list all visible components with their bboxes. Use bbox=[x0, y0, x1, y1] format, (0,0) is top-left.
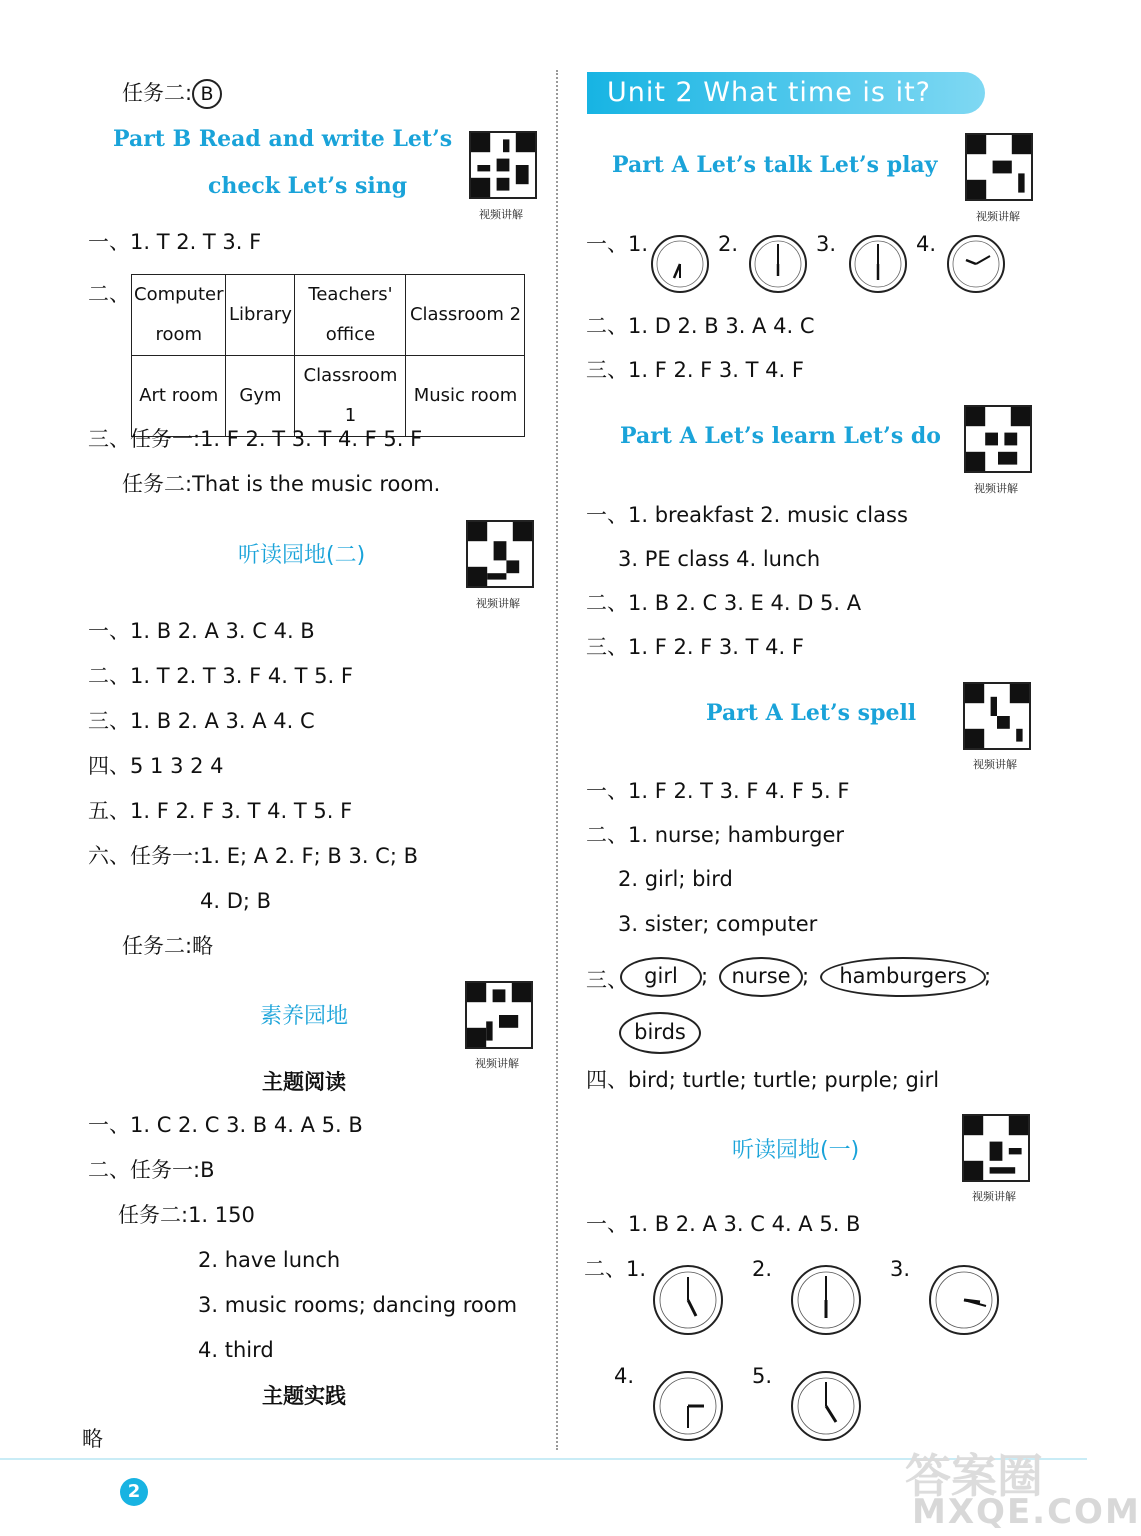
watermark-url: MXQE.COM bbox=[912, 1492, 1141, 1532]
answer-label: 5. bbox=[752, 1364, 773, 1388]
qr-label: 视频讲解 bbox=[976, 210, 1020, 223]
subheading: 主题阅读 bbox=[262, 1070, 346, 1094]
answer-line: 一、1. T 2. T 3. F bbox=[88, 230, 262, 254]
partA-spell-heading: Part A Let’s spell bbox=[706, 700, 917, 726]
qr-code-icon[interactable] bbox=[469, 131, 537, 199]
qr-label: 视频讲解 bbox=[974, 482, 1018, 495]
circled-word: hamburgers bbox=[820, 957, 986, 997]
table-cell: Gym bbox=[226, 356, 295, 437]
answer-line: 任务二:That is the music room. bbox=[122, 472, 441, 496]
partA-talk-heading: Part A Let’s talk Let’s play bbox=[612, 152, 938, 178]
partA-learn-heading: Part A Let’s learn Let’s do bbox=[620, 423, 941, 449]
section-label: 二、 bbox=[88, 282, 130, 306]
answer-line: 二、1. D 2. B 3. A 4. C bbox=[586, 314, 815, 338]
answer-line: 五、1. F 2. F 3. T 4. T 5. F bbox=[88, 799, 353, 823]
clock-icon bbox=[748, 234, 808, 294]
answer-line: 二、1. T 2. T 3. F 4. T 5. F bbox=[88, 664, 353, 688]
answer-label: 二、1. bbox=[584, 1257, 647, 1281]
answer-line: 略 bbox=[82, 1427, 103, 1451]
answer-line: 一、1. breakfast 2. music class bbox=[586, 503, 908, 527]
qr-code-icon[interactable] bbox=[963, 682, 1031, 750]
answer-line: 二、任务一:B bbox=[88, 1158, 215, 1182]
answer-line: 三、1. B 2. A 3. A 4. C bbox=[88, 709, 315, 733]
answer-line: 一、1. F 2. T 3. F 4. F 5. F bbox=[586, 779, 850, 803]
answer-line: 三、1. F 2. F 3. T 4. F bbox=[586, 358, 804, 382]
answer-label: 3. bbox=[816, 232, 837, 256]
column-divider bbox=[556, 70, 558, 1450]
answer-line: 一、1. B 2. A 3. C 4. B bbox=[88, 619, 315, 643]
answer-line: 一、1. C 2. C 3. B 4. A 5. B bbox=[88, 1113, 363, 1137]
qr-code-icon[interactable] bbox=[965, 133, 1033, 201]
watermark-logo: 答案圈 bbox=[905, 1449, 1043, 1503]
answer-line: 3. sister; computer bbox=[618, 912, 818, 936]
qr-label: 视频讲解 bbox=[972, 1190, 1016, 1203]
answer-label: 4. bbox=[916, 232, 937, 256]
clock-icon bbox=[790, 1370, 862, 1442]
section-title-suyang: 素养园地 bbox=[260, 1004, 349, 1029]
clock-icon bbox=[790, 1264, 862, 1336]
clock-icon bbox=[928, 1264, 1000, 1336]
clock-icon bbox=[848, 234, 908, 294]
table-cell: Library bbox=[226, 275, 295, 356]
separator: ; bbox=[802, 964, 810, 988]
answer-line: 四、5 1 3 2 4 bbox=[88, 754, 224, 778]
room-table bbox=[131, 274, 525, 437]
answer-line: 三、1. F 2. F 3. T 4. F bbox=[586, 635, 804, 659]
answer-label: 4. bbox=[614, 1364, 635, 1388]
answer-line: 4. D; B bbox=[200, 889, 272, 913]
circled-answer: B bbox=[192, 79, 222, 109]
answer-label: 3. bbox=[890, 1257, 911, 1281]
table-cell: Classroom 2 bbox=[406, 275, 525, 356]
circled-word: birds bbox=[619, 1012, 701, 1054]
answer-line: 3. music rooms; dancing room bbox=[198, 1293, 518, 1317]
answer-line: 三、任务一:1. F 2. T 3. T 4. F 5. F bbox=[88, 427, 423, 451]
qr-code-icon[interactable] bbox=[465, 981, 533, 1049]
table-cell: Art room bbox=[132, 356, 226, 437]
subheading: 主题实践 bbox=[262, 1384, 346, 1408]
section-title-listen2: 听读园地(二) bbox=[238, 543, 366, 568]
separator: ; bbox=[701, 964, 709, 988]
qr-label: 视频讲解 bbox=[475, 1057, 519, 1070]
answer-line: 一、1. B 2. A 3. C 4. A 5. B bbox=[586, 1212, 861, 1236]
partB-heading-1: Part B Read and write Let’s bbox=[113, 126, 453, 152]
answer-line: 四、bird; turtle; turtle; purple; girl bbox=[586, 1068, 940, 1092]
answer-line: 4. third bbox=[198, 1338, 274, 1362]
qr-code-icon[interactable] bbox=[964, 405, 1032, 473]
clock-icon bbox=[652, 1370, 724, 1442]
answer-line: 二、1. B 2. C 3. E 4. D 5. A bbox=[586, 591, 862, 615]
qr-label: 视频讲解 bbox=[479, 208, 523, 221]
answer-line: 任务二:略 bbox=[122, 934, 214, 958]
answer-line: 任务二:1. 150 bbox=[118, 1203, 255, 1227]
page-number: 2 bbox=[120, 1478, 148, 1506]
clock-icon bbox=[652, 1264, 724, 1336]
qr-label: 视频讲解 bbox=[973, 758, 1017, 771]
section-label: 三、 bbox=[586, 968, 628, 992]
clock-icon bbox=[650, 234, 710, 294]
table-cell: Music room bbox=[406, 356, 525, 437]
table-cell: Teachers' office bbox=[295, 275, 406, 356]
answer-label: 2. bbox=[752, 1257, 773, 1281]
partB-heading-2: check Let’s sing bbox=[208, 173, 408, 199]
answer-line: 3. PE class 4. lunch bbox=[618, 547, 821, 571]
answer-line: 六、任务一:1. E; A 2. F; B 3. C; B bbox=[88, 844, 419, 868]
unit-banner: Unit 2 What time is it? bbox=[587, 72, 985, 114]
circled-word: girl bbox=[620, 957, 702, 997]
section-title-listen1: 听读园地(一) bbox=[732, 1138, 860, 1163]
task2-prefix: 任务二: bbox=[122, 81, 193, 105]
answer-label: 一、1. bbox=[586, 232, 649, 256]
answer-line: 2. have lunch bbox=[198, 1248, 341, 1272]
qr-code-icon[interactable] bbox=[466, 520, 534, 588]
qr-code-icon[interactable] bbox=[962, 1114, 1030, 1182]
task2-line bbox=[122, 79, 222, 109]
circled-word: nurse bbox=[719, 957, 803, 997]
answer-line: 二、1. nurse; hamburger bbox=[586, 823, 844, 847]
clock-icon bbox=[946, 234, 1006, 294]
separator: ; bbox=[984, 964, 992, 988]
answer-label: 2. bbox=[718, 232, 739, 256]
table-cell: Classroom 1 bbox=[295, 356, 406, 437]
table-cell: Computer room bbox=[132, 275, 226, 356]
answer-line: 2. girl; bird bbox=[618, 867, 733, 891]
qr-label: 视频讲解 bbox=[476, 597, 520, 610]
